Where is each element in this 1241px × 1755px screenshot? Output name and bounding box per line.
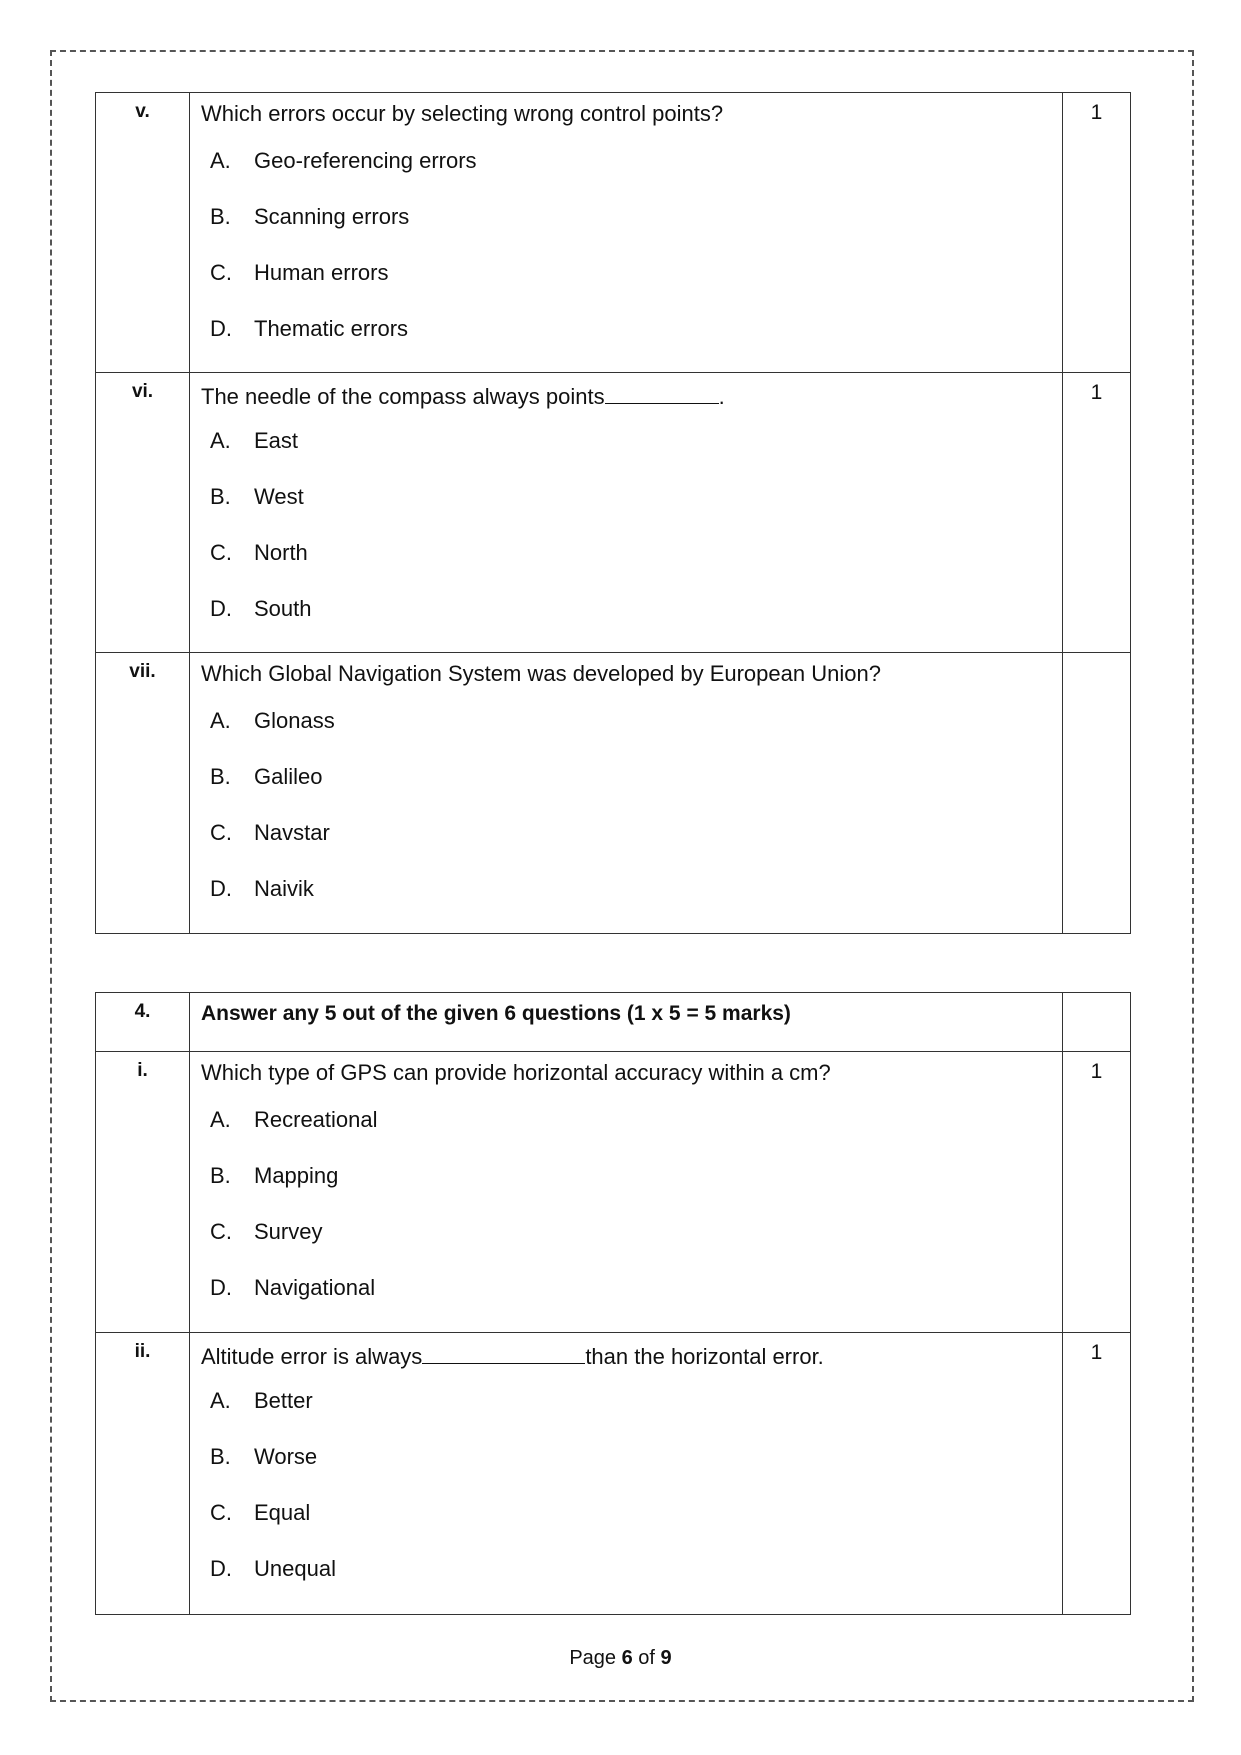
option-text: East: [254, 428, 299, 453]
option-text: Glonass: [254, 708, 335, 733]
option-letter: A.: [210, 708, 231, 733]
question-cell: [190, 93, 1063, 373]
option-text: Thematic errors: [254, 316, 409, 341]
option-text: Recreational: [254, 1107, 378, 1132]
question-text-after: than the horizontal error.: [585, 1344, 824, 1369]
fill-in-blank: [605, 381, 719, 404]
question-number: ii.: [96, 1333, 190, 1615]
option-text: Naivik: [254, 876, 314, 901]
option-letter: A.: [210, 148, 231, 173]
option-letter: D.: [210, 596, 232, 621]
option-text: Mapping: [254, 1163, 339, 1188]
section-number: 4.: [96, 993, 190, 1052]
option-c: [201, 245, 1052, 301]
option-letter: D.: [210, 316, 232, 341]
option-text: Survey: [254, 1219, 323, 1244]
page-current: 6: [621, 1647, 633, 1669]
marks-cell: 1: [1063, 373, 1131, 653]
question-row-i: [96, 1052, 1131, 1333]
option-d: [201, 1260, 1052, 1316]
question-text-after: .: [718, 384, 725, 409]
page-total: 9: [660, 1647, 672, 1669]
marks-cell: 1: [1063, 1052, 1131, 1333]
option-d: [201, 1541, 1052, 1597]
option-text: Equal: [254, 1500, 311, 1525]
option-text: North: [254, 540, 308, 565]
option-b: [201, 1429, 1052, 1485]
option-text: Human errors: [254, 260, 389, 285]
question-text: [201, 381, 1052, 413]
section-title-cell: [190, 993, 1063, 1052]
option-letter: D.: [210, 876, 232, 901]
of-label: of: [638, 1647, 655, 1669]
option-letter: B.: [210, 1163, 231, 1188]
option-text: Galileo: [254, 764, 323, 789]
page-footer: [0, 1647, 1241, 1670]
section-title: Answer any 5 out of the given 6 questions (1 x 5 = 5 marks): [201, 1002, 791, 1025]
option-c: [201, 1204, 1052, 1260]
option-letter: D.: [210, 1556, 232, 1581]
option-text: Navigational: [254, 1275, 376, 1300]
option-letter: C.: [210, 540, 232, 565]
question-row-vi: [96, 373, 1131, 653]
option-letter: B.: [210, 764, 231, 789]
question-row-ii: [96, 1333, 1131, 1615]
option-letter: C.: [210, 1500, 232, 1525]
question-text-before: The needle of the compass always points: [201, 384, 605, 409]
option-text: Worse: [254, 1444, 318, 1469]
question-text: [201, 1341, 1052, 1373]
option-letter: D.: [210, 1275, 232, 1300]
option-letter: B.: [210, 1444, 231, 1469]
option-letter: C.: [210, 820, 232, 845]
option-a: [201, 1092, 1052, 1148]
page-label: Page: [569, 1647, 617, 1669]
marks-cell: [1063, 653, 1131, 934]
option-text: Navstar: [254, 820, 330, 845]
option-letter: A.: [210, 428, 231, 453]
option-text: Better: [254, 1388, 313, 1413]
question-cell: [190, 653, 1063, 934]
question-text-before: Altitude error is always: [201, 1344, 423, 1369]
option-d: [201, 861, 1052, 917]
question-cell: [190, 373, 1063, 653]
option-c: [201, 805, 1052, 861]
option-b: [201, 1148, 1052, 1204]
question-number: vi.: [96, 373, 190, 653]
marks-cell: 1: [1063, 1333, 1131, 1615]
option-letter: A.: [210, 1107, 231, 1132]
option-a: [201, 413, 1052, 469]
question-number: i.: [96, 1052, 190, 1333]
question-cell: [190, 1333, 1063, 1615]
option-text: Geo-referencing errors: [254, 148, 477, 173]
option-c: [201, 525, 1052, 581]
option-a: [201, 693, 1052, 749]
option-c: [201, 1485, 1052, 1541]
section-header-row: [96, 993, 1131, 1052]
option-d: [201, 581, 1052, 637]
option-letter: B.: [210, 484, 231, 509]
option-a: [201, 133, 1052, 189]
option-b: [201, 469, 1052, 525]
marks-cell: [1063, 993, 1131, 1052]
question-table-1: [95, 92, 1131, 934]
question-row-vii: [96, 653, 1131, 934]
option-letter: B.: [210, 204, 231, 229]
option-text: Unequal: [254, 1556, 336, 1581]
fill-in-blank: [422, 1341, 585, 1364]
question-text: Which type of GPS can provide horizontal accuracy within a cm?: [201, 1060, 831, 1085]
option-b: [201, 189, 1052, 245]
question-text: Which errors occur by selecting wrong control points?: [201, 101, 724, 126]
option-letter: C.: [210, 260, 232, 285]
question-number: v.: [96, 93, 190, 373]
option-d: [201, 301, 1052, 357]
question-row-v: [96, 93, 1131, 373]
option-letter: A.: [210, 1388, 231, 1413]
question-text: Which Global Navigation System was developed by European Union?: [201, 661, 881, 686]
question-number: vii.: [96, 653, 190, 934]
option-text: South: [254, 596, 312, 621]
question-cell: [190, 1052, 1063, 1333]
option-letter: C.: [210, 1219, 232, 1244]
option-b: [201, 749, 1052, 805]
marks-cell: 1: [1063, 93, 1131, 373]
option-a: [201, 1373, 1052, 1429]
question-table-2: [95, 992, 1131, 1615]
option-text: West: [254, 484, 304, 509]
option-text: Scanning errors: [254, 204, 410, 229]
